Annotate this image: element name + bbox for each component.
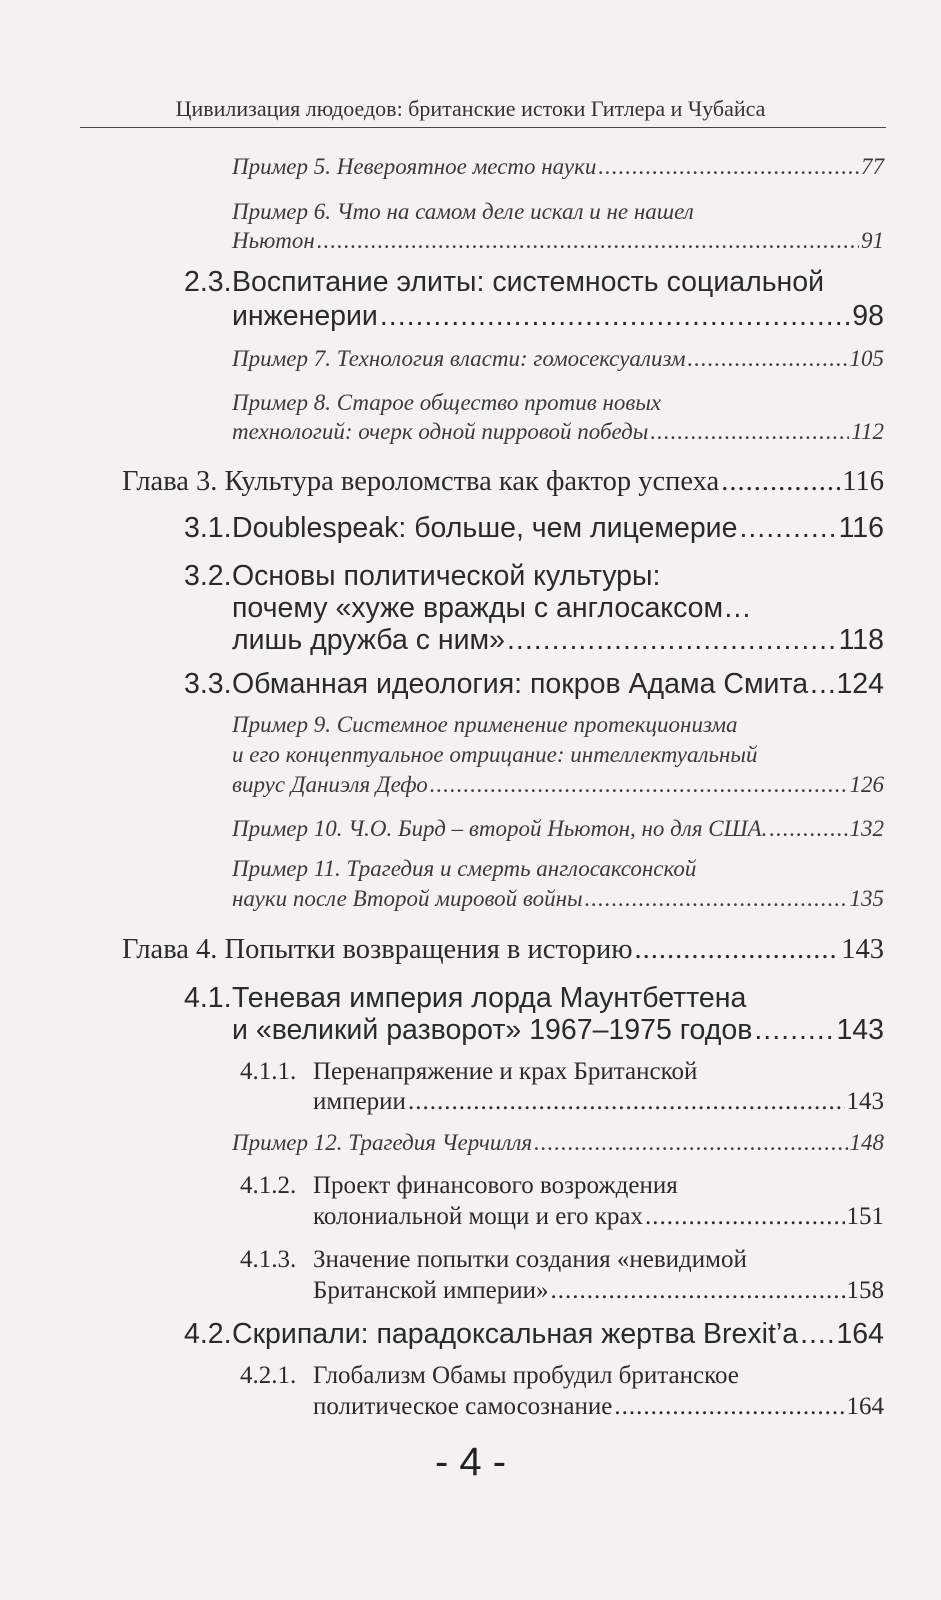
entry-title: Обманная идеология: покров Адама Смита bbox=[232, 668, 809, 700]
entry-title: Пример 5. Невероятное место науки bbox=[232, 154, 597, 179]
section-number: 4.2. bbox=[184, 1318, 232, 1350]
entry-title: Пример 12. Трагедия Черчилля bbox=[232, 1130, 533, 1155]
entry-title: Глава 4. Попытки возвращения в историю bbox=[122, 934, 633, 965]
entry-page: 164 bbox=[846, 1393, 884, 1420]
toc-entry-4-2[interactable] bbox=[232, 1318, 884, 1351]
toc-entry-example-10[interactable] bbox=[232, 816, 884, 842]
entry-page: 151 bbox=[846, 1203, 884, 1230]
leader-dots bbox=[645, 1203, 844, 1231]
entry-title: Скрипали: парадоксальная жертва Brexit’а bbox=[232, 1318, 799, 1350]
leader-dots bbox=[585, 886, 848, 912]
leader-dots bbox=[635, 934, 840, 966]
section-number: 4.1.2. bbox=[240, 1172, 297, 1199]
entry-title: колониальной мощи и его крах bbox=[313, 1203, 644, 1230]
leader-dots bbox=[430, 772, 848, 798]
entry-page: 135 bbox=[849, 886, 884, 911]
page-number: - 4 - bbox=[434, 1440, 507, 1484]
entry-page: 158 bbox=[846, 1277, 884, 1304]
toc-entry-example-6-line-1[interactable]: Пример 6. Что на самом деле искал и не нашел bbox=[232, 199, 694, 224]
entry-title: Doublespeak: больше, чем лицемерие bbox=[232, 512, 738, 544]
toc-entry-4-1-2[interactable] bbox=[313, 1203, 884, 1231]
section-number: 4.1.3. bbox=[240, 1246, 297, 1273]
header-rule bbox=[80, 127, 886, 128]
entry-title: и «великий разворот» 1967–1975 годов bbox=[232, 1014, 753, 1046]
entry-page: 164 bbox=[836, 1318, 884, 1350]
entry-page: 143 bbox=[841, 934, 884, 965]
entry-title: лишь дружба с ним» bbox=[232, 624, 506, 656]
toc-entry-chapter-4[interactable] bbox=[122, 934, 884, 966]
entry-page: 112 bbox=[851, 419, 884, 444]
toc-entry-2-3[interactable] bbox=[232, 300, 884, 333]
leader-dots bbox=[534, 1130, 847, 1156]
leader-dots bbox=[550, 1277, 844, 1305]
toc-entry-4-1-3-line-1[interactable]: Значение попытки создания «невидимой bbox=[313, 1246, 747, 1273]
entry-page: 124 bbox=[836, 668, 884, 700]
section-number: 3.2. bbox=[184, 560, 232, 592]
entry-page: 105 bbox=[849, 346, 884, 371]
leader-dots bbox=[769, 816, 847, 842]
toc-entry-4-1-2-line-1[interactable]: Проект финансового возрождения bbox=[313, 1172, 678, 1199]
entry-title: инженерии bbox=[232, 300, 378, 332]
toc-entry-example-6[interactable] bbox=[232, 228, 884, 254]
leader-dots bbox=[810, 668, 834, 701]
entry-title: вирус Даниэля Дефо bbox=[232, 772, 428, 797]
toc-entry-3-2-line-2[interactable]: почему «хуже вражды с англосаксом… bbox=[232, 592, 752, 624]
toc-entry-example-5[interactable] bbox=[232, 154, 884, 180]
entry-page: 143 bbox=[836, 1014, 884, 1046]
entry-page: 118 bbox=[838, 624, 884, 656]
entry-page: 148 bbox=[849, 1130, 884, 1155]
toc-entry-3-1[interactable] bbox=[232, 512, 884, 545]
toc-entry-4-1-line-1[interactable]: Теневая империя лорда Маунтбеттена bbox=[232, 982, 747, 1014]
entry-page: 132 bbox=[849, 816, 884, 841]
section-number: 3.3. bbox=[184, 668, 232, 700]
entry-title: Ньютон bbox=[232, 228, 315, 253]
toc-entry-example-12[interactable] bbox=[232, 1130, 884, 1156]
leader-dots bbox=[739, 512, 836, 545]
toc-entry-4-1-1-line-1[interactable]: Перенапряжение и крах Британской bbox=[313, 1058, 698, 1085]
toc-entry-example-9-line-1[interactable]: Пример 9. Системное применение протекционизма bbox=[232, 712, 738, 737]
toc-entry-example-11-line-1[interactable]: Пример 11. Трагедия и смерть англосаксонской bbox=[232, 856, 697, 881]
entry-page: 116 bbox=[838, 512, 884, 544]
entry-title: Глава 3. Культура вероломства как фактор успеха bbox=[122, 466, 720, 497]
toc-entry-3-2[interactable] bbox=[232, 624, 884, 657]
entry-page: 116 bbox=[842, 466, 884, 497]
entry-page: 77 bbox=[861, 154, 884, 179]
toc-entry-3-3[interactable] bbox=[232, 668, 884, 701]
toc-entry-example-9-line-2[interactable]: и его концептуальное отрицание: интеллектуальный bbox=[232, 742, 758, 767]
entry-title: технологий: очерк одной пирровой победы bbox=[232, 419, 649, 444]
toc-entry-4-2-1[interactable] bbox=[313, 1393, 884, 1421]
entry-title: империи bbox=[313, 1088, 406, 1115]
section-number: 4.2.1. bbox=[240, 1362, 297, 1389]
leader-dots bbox=[614, 1393, 844, 1421]
toc-entry-example-11[interactable] bbox=[232, 886, 884, 912]
leader-dots bbox=[598, 154, 859, 180]
leader-dots bbox=[688, 346, 848, 372]
entry-title: политическое самосознание bbox=[313, 1393, 613, 1420]
toc-entry-example-9[interactable] bbox=[232, 772, 884, 798]
section-number: 4.1.1. bbox=[240, 1058, 297, 1085]
toc-entry-example-8-line-1[interactable]: Пример 8. Старое общество против новых bbox=[232, 390, 662, 415]
toc-entry-chapter-3[interactable] bbox=[122, 466, 884, 498]
running-head: Цивилизация людоедов: британские истоки Гитлера и Чубайса bbox=[175, 96, 766, 121]
entry-title: Британской империи» bbox=[313, 1277, 549, 1304]
leader-dots bbox=[754, 1014, 834, 1047]
entry-title: Пример 10. Ч.О. Бирд – второй Ньютон, но для США. bbox=[232, 816, 768, 841]
leader-dots bbox=[507, 624, 837, 657]
entry-page: 98 bbox=[852, 300, 884, 332]
toc-entry-4-2-1-line-1[interactable]: Глобализм Обамы пробудил британское bbox=[313, 1362, 739, 1389]
toc-entry-4-1-3[interactable] bbox=[313, 1277, 884, 1305]
toc-entry-4-1-1[interactable] bbox=[313, 1088, 884, 1116]
leader-dots bbox=[317, 228, 859, 254]
entry-title: науки после Второй мировой войны bbox=[232, 886, 583, 911]
toc-entry-2-3-line-1[interactable]: Воспитание элиты: системность социальной bbox=[232, 266, 825, 298]
entry-page: 91 bbox=[861, 228, 884, 253]
toc-entry-4-1[interactable] bbox=[232, 1014, 884, 1047]
section-number: 2.3. bbox=[184, 266, 232, 298]
section-number: 4.1. bbox=[184, 982, 232, 1014]
leader-dots bbox=[380, 300, 850, 333]
entry-page: 126 bbox=[849, 772, 884, 797]
section-number: 3.1. bbox=[184, 512, 232, 544]
leader-dots bbox=[800, 1318, 834, 1351]
toc-entry-example-8[interactable] bbox=[232, 419, 884, 445]
entry-title: Пример 7. Технология власти: гомосексуализм bbox=[232, 346, 686, 371]
entry-page: 143 bbox=[846, 1088, 884, 1115]
toc-entry-example-7[interactable] bbox=[232, 346, 884, 372]
leader-dots bbox=[408, 1088, 845, 1116]
leader-dots bbox=[650, 419, 849, 445]
leader-dots bbox=[721, 466, 840, 498]
toc-entry-3-2-line-1[interactable]: Основы политической культуры: bbox=[232, 560, 661, 592]
